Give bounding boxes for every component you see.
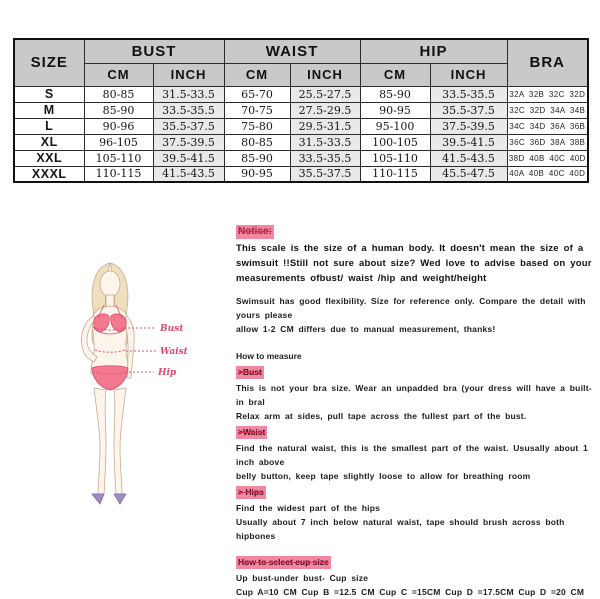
cell-waist-cm: 65-70 bbox=[224, 86, 290, 102]
bust-instruction-line: This is not your bra size. Wear an unpadded bra (your dress will have a built-in bral bbox=[236, 383, 592, 407]
cup-size-line: Up bust-under bust- Cup size bbox=[236, 573, 369, 583]
cell-bra: 32A 32B 32C 32D bbox=[507, 86, 588, 102]
hips-instruction-line: Usually about 7 inch below natural waist, tape should brush across both hipbones bbox=[236, 517, 565, 541]
cell-waist-cm: 90-95 bbox=[224, 166, 290, 182]
cell-size: XL bbox=[14, 134, 84, 150]
notice-section bbox=[236, 221, 598, 286]
col-header-hip: HIP bbox=[360, 39, 507, 63]
cell-bust-inch: 39.5-41.5 bbox=[153, 150, 224, 166]
waist-instruction-line: Find the natural waist, this is the smallest part of the waist. Ususally about 1 inch above bbox=[236, 443, 588, 467]
table-row-xxxl bbox=[14, 166, 588, 182]
unit-header-bust-inch: INCH bbox=[153, 63, 224, 86]
cell-hip-inch: 33.5-35.5 bbox=[430, 86, 507, 102]
notice-line: This scale is the size of a human body. It doesn't mean the size of a bbox=[236, 243, 584, 254]
cell-hip-inch: 39.5-41.5 bbox=[430, 134, 507, 150]
col-header-size: SIZE bbox=[14, 39, 84, 86]
hips-instruction-line: Find the widest part of the hips bbox=[236, 503, 381, 513]
cell-size: M bbox=[14, 102, 84, 118]
cell-bust-cm: 110-115 bbox=[84, 166, 153, 182]
flexibility-line: allow 1-2 CM differs due to manual measurement, thanks! bbox=[236, 324, 496, 334]
cell-bust-cm: 96-105 bbox=[84, 134, 153, 150]
cell-waist-inch: 31.5-33.5 bbox=[290, 134, 360, 150]
cell-waist-inch: 25.5-27.5 bbox=[290, 86, 360, 102]
cell-bust-cm: 90-96 bbox=[84, 118, 153, 134]
cell-waist-cm: 80-85 bbox=[224, 134, 290, 150]
cup-size-line: Cup A=10 CM Cup B =12.5 CM Cup C =15CM Cup D =17.5CM Cup D =20 CM bbox=[236, 587, 585, 597]
cup-size-section bbox=[236, 556, 598, 599]
cell-bust-cm: 85-90 bbox=[84, 102, 153, 118]
figure-shoes bbox=[92, 494, 126, 504]
col-header-bra: BRA bbox=[507, 39, 588, 86]
unit-header-bust-cm: CM bbox=[84, 63, 153, 86]
cell-size: L bbox=[14, 118, 84, 134]
cell-hip-inch: 35.5-37.5 bbox=[430, 102, 507, 118]
spacer bbox=[236, 543, 598, 553]
cell-bra: 32C 32D 34A 34B bbox=[507, 102, 588, 118]
cell-hip-inch: 45.5-47.5 bbox=[430, 166, 507, 182]
cell-bust-inch: 35.5-37.5 bbox=[153, 118, 224, 134]
how-to-measure-section bbox=[236, 350, 598, 543]
table-row-s bbox=[14, 86, 588, 102]
cell-waist-inch: 35.5-37.5 bbox=[290, 166, 360, 182]
col-header-bust: BUST bbox=[84, 39, 224, 63]
cell-hip-inch: 41.5-43.5 bbox=[430, 150, 507, 166]
cell-bra: 36C 36D 38A 38B bbox=[507, 134, 588, 150]
size-chart-table bbox=[13, 38, 589, 183]
cell-hip-cm: 105-110 bbox=[360, 150, 430, 166]
figure-label-hip: Hip bbox=[158, 368, 177, 378]
cell-hip-cm: 100-105 bbox=[360, 134, 430, 150]
cell-bra: 40A 40B 40C 40D bbox=[507, 166, 588, 182]
bust-section-label: >Bust bbox=[238, 367, 262, 377]
cell-hip-cm: 85-90 bbox=[360, 86, 430, 102]
cell-bust-inch: 37.5-39.5 bbox=[153, 134, 224, 150]
hips-section-label: > Hips bbox=[238, 487, 264, 497]
notice-line: measurements ofbust/ waist /hip and weight/height bbox=[236, 273, 487, 284]
cell-bust-inch: 41.5-43.5 bbox=[153, 166, 224, 182]
cell-size: S bbox=[14, 86, 84, 102]
cell-waist-cm: 75-80 bbox=[224, 118, 290, 134]
waist-section-label: >Waist bbox=[238, 427, 266, 437]
cell-bust-inch: 33.5-35.5 bbox=[153, 102, 224, 118]
cell-hip-inch: 37.5-39.5 bbox=[430, 118, 507, 134]
unit-header-waist-inch: INCH bbox=[290, 63, 360, 86]
notice-title: Notice: bbox=[238, 226, 272, 237]
figure-sketch-illustration bbox=[48, 238, 248, 538]
cell-bust-inch: 31.5-33.5 bbox=[153, 86, 224, 102]
table-row-xxl bbox=[14, 150, 588, 166]
cup-size-title: How to select cup size bbox=[238, 557, 329, 567]
cell-waist-inch: 33.5-35.5 bbox=[290, 150, 360, 166]
cell-waist-cm: 85-90 bbox=[224, 150, 290, 166]
spacer bbox=[236, 336, 598, 343]
cell-hip-cm: 110-115 bbox=[360, 166, 430, 182]
cell-bra: 38D 40B 40C 40D bbox=[507, 150, 588, 166]
cell-waist-cm: 70-75 bbox=[224, 102, 290, 118]
measurement-info-panel bbox=[236, 221, 598, 599]
cell-waist-inch: 27.5-29.5 bbox=[290, 102, 360, 118]
how-to-measure-title: How to measure bbox=[236, 351, 302, 361]
cell-hip-cm: 95-100 bbox=[360, 118, 430, 134]
figure-label-bust: Bust bbox=[160, 324, 184, 334]
figure-label-waist: Waist bbox=[160, 347, 188, 357]
col-header-waist: WAIST bbox=[224, 39, 360, 63]
flexibility-line: Swimsuit has good flexibility. Size for reference only. Compare the detail with yours please bbox=[236, 296, 586, 320]
spacer bbox=[236, 286, 598, 294]
unit-header-hip-cm: CM bbox=[360, 63, 430, 86]
cell-hip-cm: 90-95 bbox=[360, 102, 430, 118]
bust-instruction-line: Relax arm at sides, pull tape across the fullest part of the bust. bbox=[236, 411, 527, 421]
flexibility-note bbox=[236, 294, 598, 336]
body-measurement-figure bbox=[48, 238, 248, 538]
cell-bust-cm: 105-110 bbox=[84, 150, 153, 166]
table-row-xl bbox=[14, 134, 588, 150]
unit-header-waist-cm: CM bbox=[224, 63, 290, 86]
cell-bra: 34C 34D 36A 36B bbox=[507, 118, 588, 134]
table-row-l bbox=[14, 118, 588, 134]
cell-size: XXL bbox=[14, 150, 84, 166]
cell-waist-inch: 29.5-31.5 bbox=[290, 118, 360, 134]
cell-bust-cm: 80-85 bbox=[84, 86, 153, 102]
table-row-m bbox=[14, 102, 588, 118]
waist-instruction-line: belly button, keep tape slightly loose to allow for breathing room bbox=[236, 471, 531, 481]
cell-size: XXXL bbox=[14, 166, 84, 182]
notice-line: swimsuit !!Still not sure about size? Wed love to advise based on your bbox=[236, 258, 592, 269]
unit-header-hip-inch: INCH bbox=[430, 63, 507, 86]
